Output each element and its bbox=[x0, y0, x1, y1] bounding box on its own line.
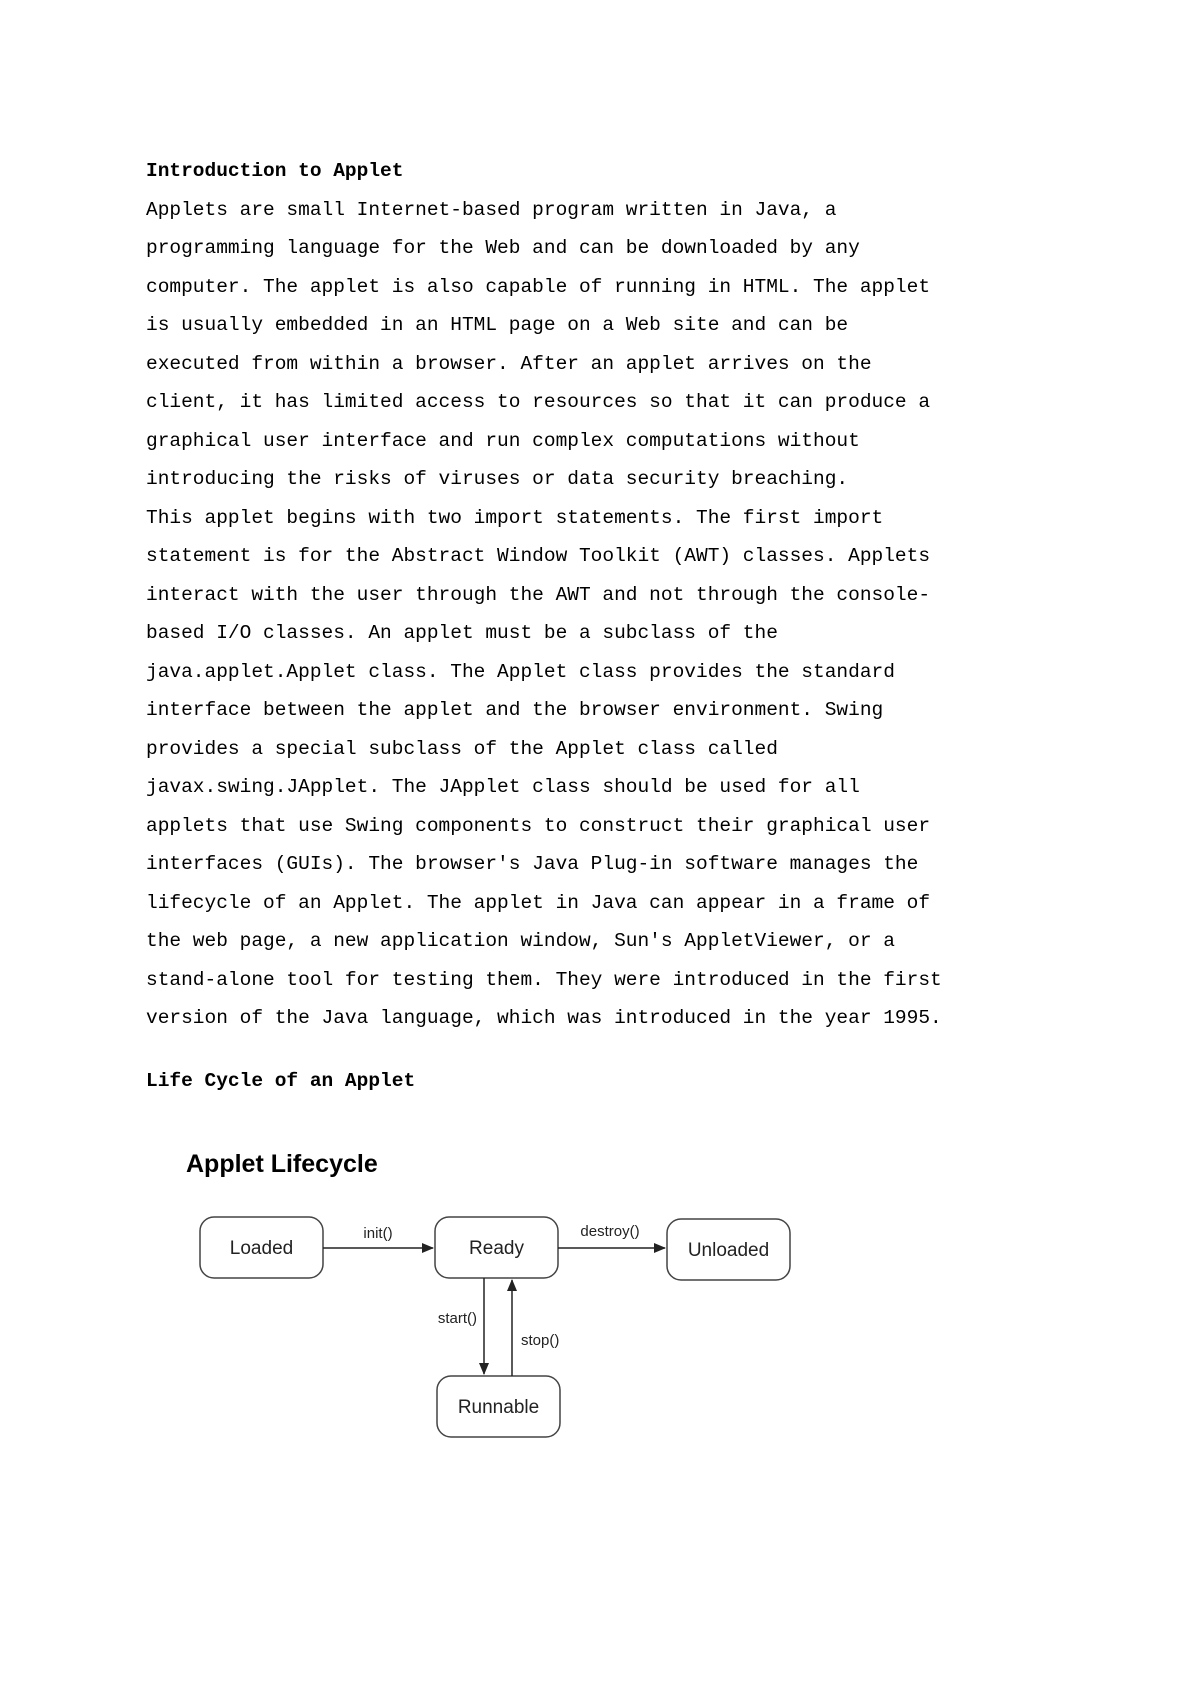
heading-introduction: Introduction to Applet bbox=[146, 160, 404, 182]
text-line: java.applet.Applet class. The Applet class provides the standard bbox=[146, 660, 895, 683]
transition-start-label: start() bbox=[437, 1310, 477, 1327]
text-line: client, it has limited access to resources so that it can produce a bbox=[146, 391, 931, 413]
text-line: programming language for the Web and can be downloaded by any bbox=[146, 237, 860, 259]
applet-lifecycle-diagram bbox=[180, 1150, 800, 1450]
transition-stop bbox=[512, 1280, 559, 1376]
paragraph-applet-details bbox=[146, 499, 1146, 1038]
text-line: provides a special subclass of the Applet class called bbox=[146, 737, 778, 760]
text-line: This applet begins with two import statements. The first import bbox=[146, 506, 884, 529]
transition-destroy bbox=[558, 1223, 665, 1248]
text-line: statement is for the Abstract Window Toolkit (AWT) classes. Applets bbox=[146, 545, 931, 567]
document-body bbox=[146, 152, 1146, 1100]
text-line: executed from within a browser. After an applet arrives on the bbox=[146, 352, 872, 375]
paragraph-applet-overview bbox=[146, 191, 1146, 499]
heading-life-cycle: Life Cycle of an Applet bbox=[146, 1069, 416, 1092]
text-line: javax.swing.JApplet. The JApplet class should be used for all bbox=[146, 776, 860, 798]
transition-stop-label: stop() bbox=[521, 1332, 560, 1349]
state-ready-label: Ready bbox=[469, 1238, 524, 1259]
text-line: introducing the risks of viruses or data security breaching. bbox=[146, 468, 849, 490]
transition-start bbox=[438, 1278, 484, 1374]
text-line: the web page, a new application window, Sun's AppletViewer, or a bbox=[146, 930, 895, 952]
text-line: stand-alone tool for testing them. They were introduced in the first bbox=[146, 968, 942, 991]
text-line: is usually embedded in an HTML page on a Web site and can be bbox=[146, 314, 849, 336]
state-loaded-label: Loaded bbox=[229, 1238, 294, 1259]
text-line: applets that use Swing components to construct their graphical user bbox=[146, 814, 931, 837]
text-line: version of the Java language, which was introduced in the year 1995. bbox=[146, 1007, 942, 1029]
text-line: interact with the user through the AWT and not through the console- bbox=[146, 583, 931, 606]
transition-destroy-label: destroy() bbox=[580, 1223, 640, 1240]
transition-init-label: init() bbox=[363, 1225, 393, 1242]
lifecycle-diagram-svg bbox=[180, 1150, 800, 1450]
text-line: interfaces (GUIs). The browser's Java Plug-in software manages the bbox=[146, 853, 919, 875]
state-runnable bbox=[437, 1376, 560, 1437]
state-ready bbox=[435, 1217, 558, 1278]
text-line: Applets are small Internet-based program written in Java, a bbox=[146, 198, 837, 221]
state-loaded bbox=[200, 1217, 323, 1278]
transition-init bbox=[323, 1225, 433, 1248]
text-line: based I/O classes. An applet must be a subclass of the bbox=[146, 622, 778, 644]
text-line: lifecycle of an Applet. The applet in Java can appear in a frame of bbox=[146, 891, 931, 914]
state-unloaded bbox=[667, 1219, 790, 1280]
text-line: graphical user interface and run complex computations without bbox=[146, 429, 860, 452]
diagram-title: Applet Lifecycle bbox=[186, 1150, 378, 1178]
state-runnable-label: Runnable bbox=[457, 1397, 540, 1418]
state-unloaded-label: Unloaded bbox=[687, 1240, 770, 1261]
text-line: computer. The applet is also capable of running in HTML. The applet bbox=[146, 275, 931, 298]
text-line: interface between the applet and the browser environment. Swing bbox=[146, 699, 884, 721]
